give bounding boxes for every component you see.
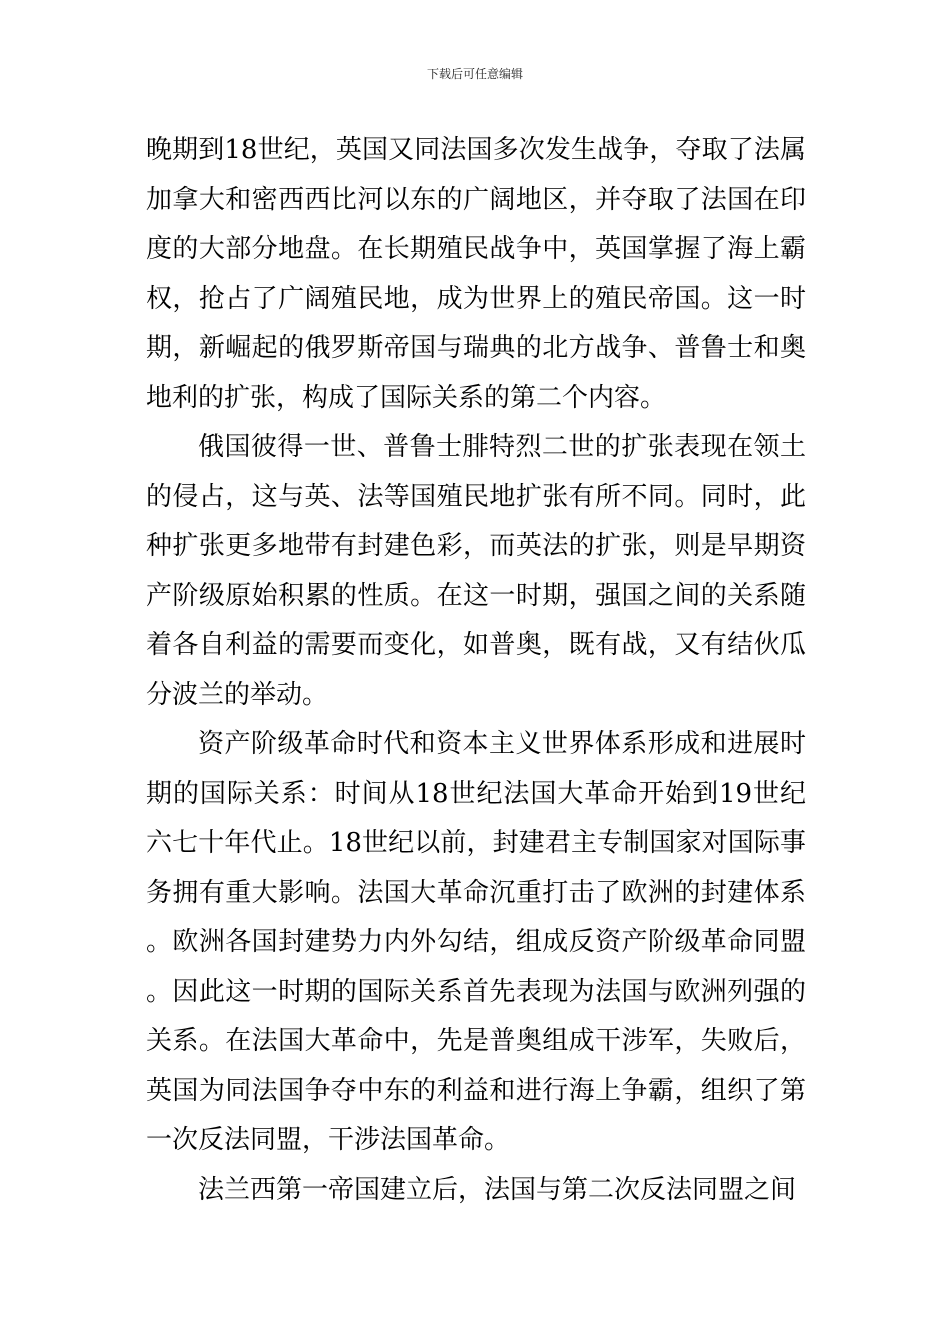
paragraph: 资产阶级革命时代和资本主义世界体系形成和进展时期的国际关系：时间从18世纪法国大革命开始到19世纪六七十年代止。18世纪以前，封建君主专制国家对国际事务拥有重大影响。法国大革命沉重打击了欧洲的封建体系。欧洲各国封建势力内外勾结，组成反资产阶级革命同盟。因此这一时期的国际关系首先表现为法国与欧洲列强的关系。在法国大革命中，先是普奥组成干涉军，失败后，英国为同法国争夺中东的利益和进行海上争霸，组织了第一次反法同盟，干涉法国革命。 [146, 729, 806, 1155]
page-header: 下载后可任意编辑 [426, 67, 523, 81]
paragraph: 俄国彼得一世、普鲁士腓特烈二世的扩张表现在领土的侵占，这与英、法等国殖民地扩张有所不同。同时，此种扩张更多地带有封建色彩，而英法的扩张，则是早期资产阶级原始积累的性质。在这一时期，强国之间的关系随着各自利益的需要而变化，如普奥，既有战，又有结伙瓜分波兰的举动。 [146, 432, 806, 710]
paragraph-continued: 晚期到18世纪，英国又同法国多次发生战争，夺取了法属加拿大和密西西比河以东的广阔地区，并夺取了法国在印度的大部分地盘。在长期殖民战争中，英国掌握了海上霸权，抢占了广阔殖民地，成为世界上的殖民帝国。这一时期，新崛起的俄罗斯帝国与瑞典的北方战争、普鲁士和奥地利的扩张，构成了国际关系的第二个内容。 [146, 135, 806, 413]
document-body [146, 126, 806, 1215]
paragraph: 法兰西第一帝国建立后，法国与第二次反法同盟之间 [198, 1174, 797, 1205]
